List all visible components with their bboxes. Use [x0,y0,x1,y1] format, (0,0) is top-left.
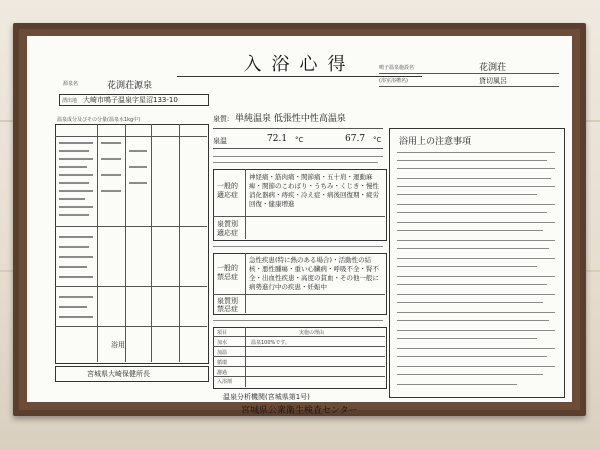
caution-line [397,212,547,213]
caution-line [397,294,555,295]
caution-line [397,320,549,321]
caution-line [397,248,549,249]
temp-source: 72.1 [267,134,288,144]
table-cell [129,182,147,184]
caution-line [397,366,555,367]
caution-line [397,178,551,179]
analysis-table [55,124,209,364]
table-cell [59,198,85,200]
intro-text [213,162,378,163]
caution-line [397,186,555,187]
table-cell [59,206,93,208]
table-cell [59,174,93,176]
table-cell [59,214,89,216]
table-row-line [55,286,207,287]
usage-row-header: 項目 [217,330,228,336]
table-cell [59,296,93,298]
table-cell [59,316,93,318]
usage-row-label: 循環 [217,360,228,366]
caution-line [397,160,547,161]
table-cell [59,306,87,308]
caution-line [397,230,543,231]
source-label: 源泉名 [63,81,79,87]
quality-text: 単純温泉 低張性中性高温泉 [235,114,346,124]
table-cell [59,166,87,168]
table-cell [59,142,93,144]
caution-line [397,276,555,277]
facility-name: 花渕荘 [479,63,507,73]
quality-underline [213,128,383,129]
temp-unit: °C [373,136,382,144]
table-cell [59,158,93,160]
temp-label: 泉温 [213,137,227,145]
caution-line [397,330,555,331]
temp-unit: °C [295,136,304,144]
table-row-line [55,326,207,327]
caution-line [397,302,543,303]
table-cell [59,182,89,184]
table-cell [129,150,147,152]
table-cell [101,142,121,144]
source-name: 花渕荘源泉 [107,81,153,91]
temp-underline [213,148,383,149]
table-cell [59,266,87,268]
caution-line [397,348,555,349]
quality-indications-label: 泉質別適応症 [217,220,238,237]
indications-row-line [213,216,385,217]
contra-intro-text [213,246,383,247]
analysis-org-label: 温泉分析機関(宮城県第1号) [223,393,310,401]
caution-line [397,204,555,205]
cautions-title: 浴用上の注意事項 [399,137,472,147]
caution-line [397,168,555,169]
caution-line [397,384,517,385]
frame-inner [19,29,580,416]
caution-line [397,312,555,313]
general-indications-label: 一般的適応症 [217,182,238,199]
table-cell [101,174,121,176]
caution-line [397,266,537,267]
usage-note: 温泉100%です。 [251,340,290,346]
table-cell [101,158,121,160]
table-cell [129,166,147,168]
table-row-line [55,226,207,227]
usage-row-label: 濾過 [217,370,228,376]
contra-divider [245,253,246,313]
temp-use: 67.7 [345,134,366,144]
caution-line [397,194,537,195]
caution-line [397,284,547,285]
general-contra: 急性疾患(特に熱のある場合)・活動性の結核・悪性腫瘍・重い心臓病・呼吸不全・腎不全・出血性疾患・高度の貧血・その他一般に病勢進行中の疾患・妊娠中 [249,256,379,291]
table-cell [59,256,93,258]
address-label: 湧出地 [62,98,78,104]
bath-name: 貸切風呂 [479,77,507,85]
caution-line [397,374,543,375]
table-cell [101,190,121,192]
contra-row-line [213,294,385,295]
usage-row-line [213,366,385,367]
table-cell [59,236,93,238]
usage-row-line [213,376,385,377]
table-cell [59,276,93,278]
usage-intro-text [213,320,383,321]
address-text: 大崎市鳴子温泉字星沼133-10 [83,96,178,104]
facility-underline [379,73,559,74]
quality-contra-label: 泉質別禁忌症 [217,297,238,313]
bath-label: (浴室浴槽名) [379,78,408,84]
analysis-org: 宮城県公衆衛生検査センター [241,406,358,416]
caution-line [397,152,555,153]
table-cell [59,150,89,152]
table-row-line [55,136,207,137]
usage-row-line [213,356,385,357]
picture-frame [13,23,586,416]
facility-label: 鳴子温泉施設名 [379,65,415,71]
bath-underline [379,86,559,87]
table-cell [59,190,93,192]
indications-divider [245,169,246,239]
caution-line [397,356,547,357]
intro-text [213,156,383,157]
poster-title: 入浴心得 [243,54,356,75]
caution-line [397,338,537,339]
general-indications: 神経痛・筋肉痛・関節痛・五十肩・運動麻痺・関節のこわばり・うちみ・くじき・慢性消化器病・痔疾・冷え症・病後回復期・疲労回復・健康増進 [249,173,379,208]
usage-row-label: 加水 [217,340,228,346]
permit-text: 宮城県大崎保健所長 [87,370,150,378]
usage-row-label: 加温 [217,350,228,356]
usage-row-line [213,346,385,347]
analysis-header: 温泉成分及びその分量(温泉水1kg中) [57,117,141,123]
usage-row-label: 入浴剤 [217,379,233,385]
general-contra-label: 一般的禁忌症 [217,264,238,281]
onsen-info-poster [27,36,572,416]
table-cell [59,246,89,248]
caution-line [397,222,555,223]
usage-reason-header: 実施の理由 [299,330,325,336]
quality-label: 泉質: [213,115,230,123]
usage-label: 浴用 [111,341,125,349]
caution-line [397,258,555,259]
caution-line [397,240,555,241]
usage-row-line [213,336,385,337]
